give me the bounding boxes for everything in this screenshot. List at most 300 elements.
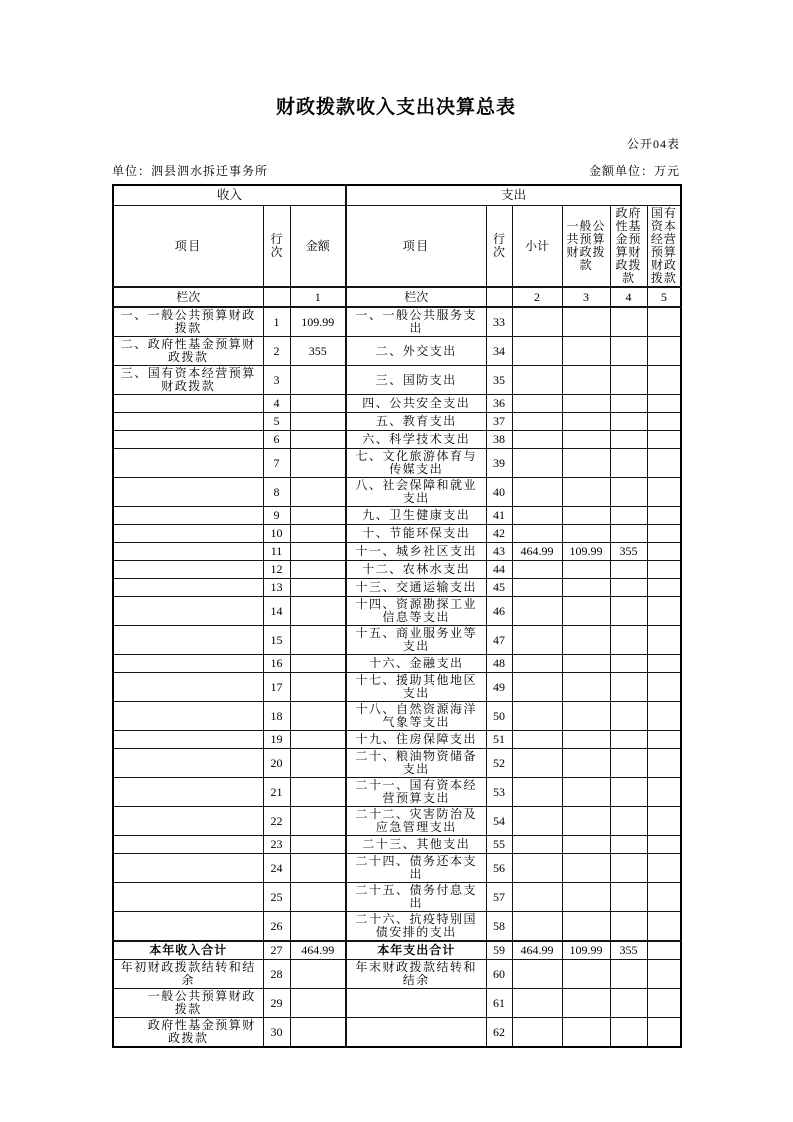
line-no-cell: 20 — [263, 749, 290, 778]
amount-cell — [290, 778, 346, 807]
amount-cell — [512, 731, 562, 749]
amount-cell — [647, 912, 681, 942]
amount-cell — [610, 702, 647, 731]
line-no-cell: 54 — [486, 807, 512, 836]
amount-cell: 355 — [290, 337, 346, 366]
amount-cell — [562, 960, 610, 989]
col-header-expenditure-line-no: 行次 — [486, 206, 512, 288]
amount-cell: 109.99 — [562, 941, 610, 960]
table-row — [113, 449, 681, 478]
item-cell: 二十五、债务付息支出 — [346, 883, 486, 912]
item-cell — [113, 478, 263, 507]
column-header-row — [113, 206, 681, 288]
amount-cell — [562, 507, 610, 525]
item-cell: 年初财政拨款结转和结余 — [113, 960, 263, 989]
table-row — [113, 941, 681, 960]
amount-cell — [647, 883, 681, 912]
amount-cell — [610, 807, 647, 836]
item-cell — [113, 395, 263, 413]
amount-cell — [610, 655, 647, 673]
table-head — [113, 185, 681, 307]
line-no-cell: 43 — [486, 543, 512, 561]
item-cell: 四、公共安全支出 — [346, 395, 486, 413]
item-cell — [113, 673, 263, 702]
amount-cell — [647, 854, 681, 883]
amount-cell — [562, 836, 610, 854]
item-cell: 十五、商业服务业等支出 — [346, 626, 486, 655]
amount-cell — [647, 673, 681, 702]
table-row — [113, 655, 681, 673]
item-cell: 十九、住房保障支出 — [346, 731, 486, 749]
amount-cell — [512, 525, 562, 543]
item-cell: 二十、粮油物资储备支出 — [346, 749, 486, 778]
org-unit-label: 单位：泗县泗水拆迁事务所 — [112, 164, 269, 178]
amount-cell — [562, 778, 610, 807]
amount-cell — [290, 854, 346, 883]
line-no-cell: 60 — [486, 960, 512, 989]
index-cell: 4 — [610, 287, 647, 307]
line-no-cell: 55 — [486, 836, 512, 854]
line-no-cell: 15 — [263, 626, 290, 655]
item-cell: 九、卫生健康支出 — [346, 507, 486, 525]
line-no-cell: 12 — [263, 561, 290, 579]
amount-cell — [562, 749, 610, 778]
amount-cell — [647, 543, 681, 561]
item-cell: 七、文化旅游体育与传媒支出 — [346, 449, 486, 478]
amount-cell — [290, 597, 346, 626]
table-row — [113, 989, 681, 1018]
amount-cell — [647, 525, 681, 543]
amount-cell — [290, 626, 346, 655]
line-no-cell: 49 — [486, 673, 512, 702]
amount-cell — [610, 883, 647, 912]
line-no-cell: 9 — [263, 507, 290, 525]
table-row — [113, 366, 681, 395]
amount-cell — [562, 561, 610, 579]
col-header-income-item: 项目 — [113, 206, 263, 288]
amount-cell — [610, 579, 647, 597]
amount-cell — [562, 1018, 610, 1048]
item-cell: 三、国防支出 — [346, 366, 486, 395]
line-no-cell: 33 — [486, 307, 512, 337]
item-cell — [113, 597, 263, 626]
budget-table — [112, 184, 682, 1048]
amount-cell — [512, 673, 562, 702]
amount-cell — [647, 307, 681, 337]
amount-cell: 464.99 — [290, 941, 346, 960]
line-no-cell: 62 — [486, 1018, 512, 1048]
amount-cell — [610, 449, 647, 478]
line-no-cell: 19 — [263, 731, 290, 749]
item-cell: 十四、资源勘探工业信息等支出 — [346, 597, 486, 626]
table-row — [113, 507, 681, 525]
amount-cell — [290, 413, 346, 431]
amount-cell — [512, 561, 562, 579]
line-no-cell: 34 — [486, 337, 512, 366]
amount-cell — [610, 912, 647, 942]
amount-cell — [610, 561, 647, 579]
amount-cell — [562, 395, 610, 413]
amount-unit-label: 金额单位：万元 — [588, 164, 680, 178]
amount-cell: 109.99 — [562, 543, 610, 561]
amount-cell — [562, 431, 610, 449]
amount-cell — [562, 883, 610, 912]
line-no-cell: 7 — [263, 449, 290, 478]
line-no-cell: 40 — [486, 478, 512, 507]
item-cell — [113, 507, 263, 525]
amount-cell — [647, 561, 681, 579]
amount-cell — [647, 597, 681, 626]
line-no-cell: 2 — [263, 337, 290, 366]
line-no-cell: 28 — [263, 960, 290, 989]
line-no-cell: 41 — [486, 507, 512, 525]
amount-cell — [647, 337, 681, 366]
item-cell — [113, 626, 263, 655]
amount-cell — [512, 989, 562, 1018]
amount-cell — [610, 673, 647, 702]
table-row — [113, 337, 681, 366]
line-no-cell: 29 — [263, 989, 290, 1018]
amount-cell — [290, 543, 346, 561]
line-no-cell: 25 — [263, 883, 290, 912]
index-cell: 5 — [647, 287, 681, 307]
amount-cell — [512, 579, 562, 597]
table-row — [113, 478, 681, 507]
index-cell: 3 — [562, 287, 610, 307]
amount-cell — [610, 366, 647, 395]
amount-cell — [512, 912, 562, 942]
col-header-expenditure-item: 项目 — [346, 206, 486, 288]
amount-cell — [512, 413, 562, 431]
amount-cell — [562, 655, 610, 673]
line-no-cell: 53 — [486, 778, 512, 807]
table-row — [113, 883, 681, 912]
table-row — [113, 525, 681, 543]
item-cell: 十、节能环保支出 — [346, 525, 486, 543]
amount-cell — [562, 307, 610, 337]
amount-cell — [647, 731, 681, 749]
line-no-cell: 21 — [263, 778, 290, 807]
amount-cell — [562, 912, 610, 942]
table-row — [113, 543, 681, 561]
line-no-cell: 46 — [486, 597, 512, 626]
line-no-cell: 8 — [263, 478, 290, 507]
amount-cell — [647, 579, 681, 597]
amount-cell — [290, 449, 346, 478]
amount-cell — [647, 836, 681, 854]
amount-cell — [512, 807, 562, 836]
item-cell — [346, 989, 486, 1018]
line-no-cell: 52 — [486, 749, 512, 778]
page-title: 财政拨款收入支出决算总表 — [275, 97, 516, 118]
table-row — [113, 413, 681, 431]
line-no-cell: 16 — [263, 655, 290, 673]
index-cell: 2 — [512, 287, 562, 307]
amount-cell — [290, 655, 346, 673]
amount-cell — [647, 989, 681, 1018]
table-row — [113, 807, 681, 836]
amount-cell: 109.99 — [290, 307, 346, 337]
item-cell — [113, 883, 263, 912]
item-cell: 三、国有资本经营预算财政拨款 — [113, 366, 263, 395]
index-cell — [486, 287, 512, 307]
amount-cell — [290, 702, 346, 731]
table-row — [113, 836, 681, 854]
item-cell — [346, 1018, 486, 1048]
amount-cell — [562, 702, 610, 731]
item-cell — [113, 655, 263, 673]
line-no-cell: 24 — [263, 854, 290, 883]
amount-cell — [512, 883, 562, 912]
section-header-row — [113, 185, 681, 206]
item-cell: 二十一、国有资本经营预算支出 — [346, 778, 486, 807]
amount-cell — [610, 960, 647, 989]
line-no-cell: 38 — [486, 431, 512, 449]
item-cell — [113, 543, 263, 561]
line-no-cell: 36 — [486, 395, 512, 413]
line-no-cell: 22 — [263, 807, 290, 836]
amount-cell — [562, 413, 610, 431]
amount-cell — [512, 307, 562, 337]
amount-cell — [610, 431, 647, 449]
amount-cell — [512, 507, 562, 525]
amount-cell — [647, 413, 681, 431]
line-no-cell: 6 — [263, 431, 290, 449]
amount-cell — [610, 413, 647, 431]
amount-cell — [290, 673, 346, 702]
amount-cell — [290, 579, 346, 597]
amount-cell — [610, 307, 647, 337]
line-no-cell: 48 — [486, 655, 512, 673]
line-no-cell: 45 — [486, 579, 512, 597]
amount-cell: 355 — [610, 543, 647, 561]
line-no-cell: 56 — [486, 854, 512, 883]
amount-cell — [290, 807, 346, 836]
amount-cell — [512, 960, 562, 989]
amount-cell — [512, 337, 562, 366]
table-row — [113, 960, 681, 989]
item-cell: 十八、自然资源海洋气象等支出 — [346, 702, 486, 731]
table-row — [113, 579, 681, 597]
amount-cell — [562, 989, 610, 1018]
col-header-subtotal: 小计 — [512, 206, 562, 288]
item-cell: 二十二、灾害防治及应急管理支出 — [346, 807, 486, 836]
amount-cell — [562, 449, 610, 478]
line-no-cell: 23 — [263, 836, 290, 854]
amount-cell — [290, 525, 346, 543]
amount-cell — [562, 597, 610, 626]
amount-cell — [647, 366, 681, 395]
item-cell: 十一、城乡社区支出 — [346, 543, 486, 561]
amount-cell — [610, 749, 647, 778]
item-cell — [113, 561, 263, 579]
amount-cell — [562, 337, 610, 366]
amount-cell — [610, 478, 647, 507]
col-header-general-public-budget: 一般公共预算财政拨款 — [562, 206, 610, 288]
line-no-cell: 47 — [486, 626, 512, 655]
line-no-cell: 35 — [486, 366, 512, 395]
amount-cell — [562, 525, 610, 543]
amount-cell — [647, 431, 681, 449]
amount-cell — [562, 854, 610, 883]
amount-cell — [290, 989, 346, 1018]
amount-cell — [290, 507, 346, 525]
item-cell — [113, 778, 263, 807]
col-header-income-line-no: 行次 — [263, 206, 290, 288]
item-cell: 十六、金融支出 — [346, 655, 486, 673]
amount-cell — [610, 731, 647, 749]
meta-row — [112, 162, 680, 179]
amount-cell — [647, 749, 681, 778]
amount-cell — [610, 626, 647, 655]
line-no-cell: 61 — [486, 989, 512, 1018]
item-cell — [113, 579, 263, 597]
line-no-cell: 4 — [263, 395, 290, 413]
line-no-cell: 27 — [263, 941, 290, 960]
item-cell: 本年收入合计 — [113, 941, 263, 960]
item-cell: 八、社会保障和就业支出 — [346, 478, 486, 507]
table-row — [113, 431, 681, 449]
table-row — [113, 912, 681, 942]
amount-cell — [610, 395, 647, 413]
amount-cell — [610, 989, 647, 1018]
amount-cell — [290, 836, 346, 854]
item-cell: 十二、农林水支出 — [346, 561, 486, 579]
amount-cell — [610, 854, 647, 883]
item-cell — [113, 702, 263, 731]
amount-cell — [647, 655, 681, 673]
amount-cell — [610, 1018, 647, 1048]
table-body — [113, 307, 681, 1047]
item-cell: 二、外交支出 — [346, 337, 486, 366]
amount-cell — [562, 673, 610, 702]
column-index-row — [113, 287, 681, 307]
amount-cell — [647, 807, 681, 836]
amount-cell — [290, 731, 346, 749]
item-cell: 一、一般公共预算财政拨款 — [113, 307, 263, 337]
line-no-cell: 3 — [263, 366, 290, 395]
amount-cell: 464.99 — [512, 543, 562, 561]
line-no-cell: 17 — [263, 673, 290, 702]
amount-cell — [512, 478, 562, 507]
amount-cell — [290, 749, 346, 778]
amount-cell — [290, 883, 346, 912]
item-cell — [113, 807, 263, 836]
line-no-cell: 44 — [486, 561, 512, 579]
table-row — [113, 561, 681, 579]
line-no-cell: 5 — [263, 413, 290, 431]
amount-cell — [562, 478, 610, 507]
amount-cell — [512, 702, 562, 731]
amount-cell — [647, 449, 681, 478]
item-cell: 二十六、抗疫特别国债安排的支出 — [346, 912, 486, 942]
item-cell — [113, 854, 263, 883]
item-cell: 政府性基金预算财政拨款 — [113, 1018, 263, 1048]
amount-cell — [290, 366, 346, 395]
item-cell: 二、政府性基金预算财政拨款 — [113, 337, 263, 366]
amount-cell — [562, 579, 610, 597]
page-content — [112, 92, 680, 1048]
amount-cell — [647, 702, 681, 731]
table-row — [113, 702, 681, 731]
amount-cell — [562, 366, 610, 395]
table-row — [113, 626, 681, 655]
line-no-cell: 30 — [263, 1018, 290, 1048]
item-cell: 十七、援助其他地区支出 — [346, 673, 486, 702]
amount-cell — [512, 395, 562, 413]
item-cell — [113, 449, 263, 478]
index-cell: 栏次 — [113, 287, 263, 307]
amount-cell — [647, 626, 681, 655]
amount-cell — [610, 778, 647, 807]
item-cell — [113, 525, 263, 543]
income-section-header: 收入 — [113, 185, 346, 206]
line-no-cell: 37 — [486, 413, 512, 431]
amount-cell — [290, 431, 346, 449]
amount-cell — [512, 597, 562, 626]
table-row — [113, 395, 681, 413]
amount-cell — [647, 395, 681, 413]
line-no-cell: 42 — [486, 525, 512, 543]
col-header-state-capital-budget: 国有资本经营预算财政拨款 — [647, 206, 681, 288]
line-no-cell: 39 — [486, 449, 512, 478]
index-cell: 1 — [290, 287, 346, 307]
amount-cell — [512, 449, 562, 478]
line-no-cell: 58 — [486, 912, 512, 942]
item-cell — [113, 431, 263, 449]
amount-cell — [512, 626, 562, 655]
amount-cell — [647, 1018, 681, 1048]
doc-code-label: 公开04表 — [626, 137, 680, 151]
amount-cell — [512, 1018, 562, 1048]
index-cell: 栏次 — [346, 287, 486, 307]
table-row — [113, 307, 681, 337]
table-row — [113, 778, 681, 807]
line-no-cell: 26 — [263, 912, 290, 942]
col-header-govt-fund-budget: 政府性基金预算财政拨款 — [610, 206, 647, 288]
line-no-cell: 10 — [263, 525, 290, 543]
index-cell — [263, 287, 290, 307]
item-cell: 年末财政拨款结转和结余 — [346, 960, 486, 989]
amount-cell — [512, 655, 562, 673]
amount-cell — [562, 807, 610, 836]
item-cell: 二十三、其他支出 — [346, 836, 486, 854]
amount-cell — [610, 836, 647, 854]
amount-cell — [512, 836, 562, 854]
amount-cell — [647, 941, 681, 960]
amount-cell — [562, 626, 610, 655]
table-row — [113, 854, 681, 883]
amount-cell — [610, 337, 647, 366]
table-row — [113, 597, 681, 626]
item-cell: 十三、交通运输支出 — [346, 579, 486, 597]
amount-cell — [647, 778, 681, 807]
amount-cell — [647, 507, 681, 525]
line-no-cell: 51 — [486, 731, 512, 749]
line-no-cell: 11 — [263, 543, 290, 561]
table-row — [113, 731, 681, 749]
line-no-cell: 50 — [486, 702, 512, 731]
col-header-income-amount: 金额 — [290, 206, 346, 288]
item-cell — [113, 912, 263, 942]
line-no-cell: 18 — [263, 702, 290, 731]
item-cell: 一般公共预算财政拨款 — [113, 989, 263, 1018]
item-cell: 一、一般公共服务支出 — [346, 307, 486, 337]
amount-cell — [512, 778, 562, 807]
table-row — [113, 673, 681, 702]
amount-cell — [290, 478, 346, 507]
item-cell — [113, 836, 263, 854]
